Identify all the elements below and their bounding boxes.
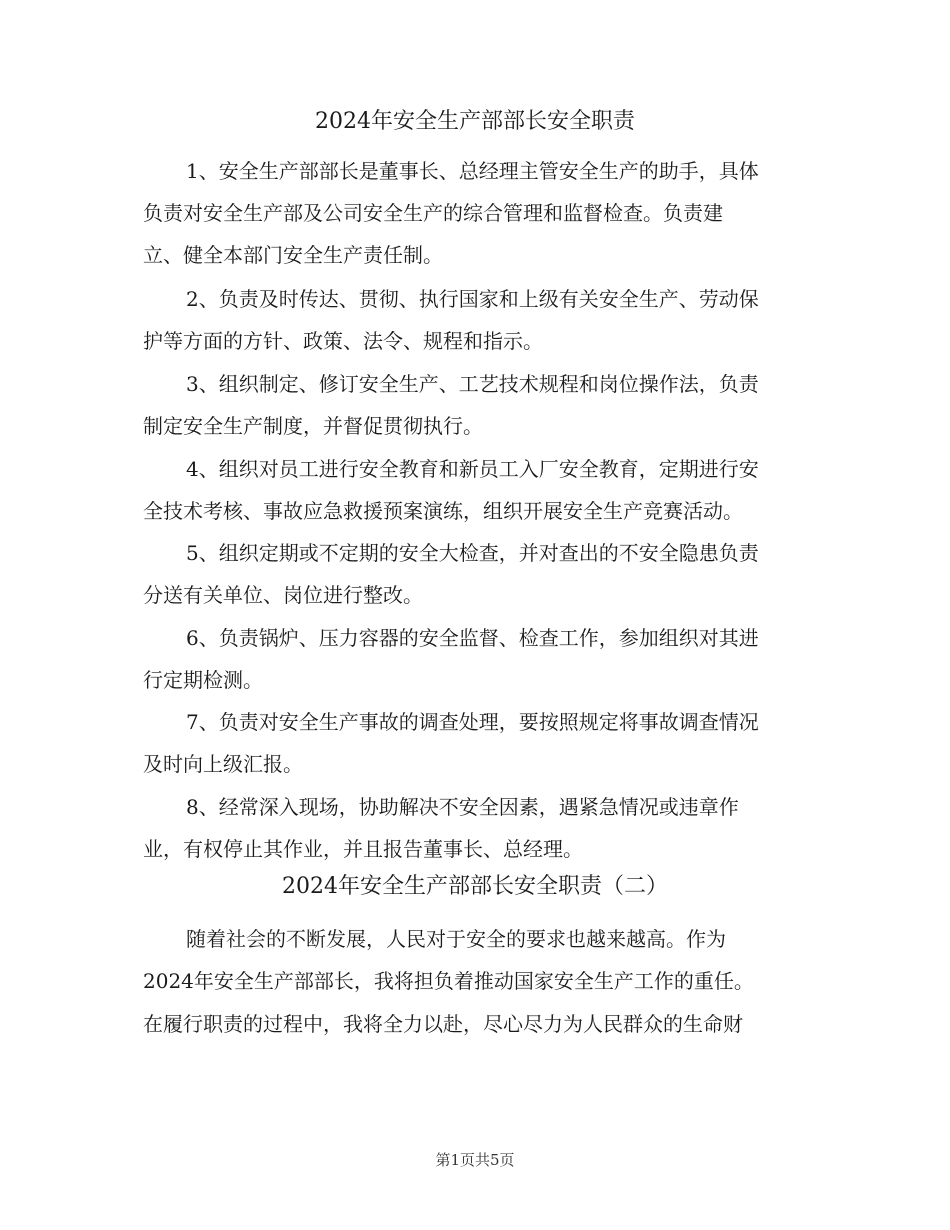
text-line: 随着社会的不断发展，人民对于安全的要求也越来越高。作为	[186, 927, 726, 951]
text-line: 3、组织制定、修订安全生产、工艺技术规程和岗位操作法，负责	[186, 372, 759, 396]
document-title: 2024年安全生产部部长安全职责	[315, 109, 635, 134]
text-line: 全技术考核、事故应急救援预案演练，组织开展安全生产竞赛活动。	[143, 499, 743, 523]
text-line: 4、组织对员工进行安全教育和新员工入厂安全教育，定期进行安	[186, 457, 759, 481]
text-line: 制定安全生产制度，并督促贯彻执行。	[143, 414, 483, 438]
text-line: 业，有权停止其作业，并且报告董事长、总经理。	[143, 837, 583, 861]
page-number: 第1页共5页	[435, 1151, 515, 1169]
text-line: 分送有关单位、岗位进行整改。	[143, 583, 423, 607]
text-line: 8、经常深入现场，协助解决不安全因素，遇紧急情况或违章作	[186, 795, 739, 819]
text-line: 立、健全本部门安全生产责任制。	[143, 243, 443, 267]
text-line: 2024年安全生产部部长，我将担负着推动国家安全生产工作的重任。	[143, 969, 754, 993]
text-line: 1、安全生产部部长是董事长、总经理主管安全生产的助手，具体	[186, 159, 759, 183]
text-line: 7、负责对安全生产事故的调查处理，要按照规定将事故调查情况	[186, 710, 759, 734]
text-line: 5、组织定期或不定期的安全大检查，并对查出的不安全隐患负责	[186, 541, 759, 565]
section-title: 2024年安全生产部部长安全职责（二）	[282, 874, 668, 899]
text-line: 及时向上级汇报。	[143, 752, 303, 776]
text-line: 6、负责锅炉、压力容器的安全监督、检查工作，参加组织对其进	[186, 626, 759, 650]
text-line: 负责对安全生产部及公司安全生产的综合管理和监督检查。负责建	[143, 201, 723, 225]
text-line: 行定期检测。	[143, 668, 263, 692]
text-line: 在履行职责的过程中，我将全力以赴，尽心尽力为人民群众的生命财	[143, 1012, 743, 1036]
text-line: 2、负责及时传达、贯彻、执行国家和上级有关安全生产、劳动保	[186, 287, 759, 311]
text-line: 护等方面的方针、政策、法令、规程和指示。	[143, 329, 543, 353]
